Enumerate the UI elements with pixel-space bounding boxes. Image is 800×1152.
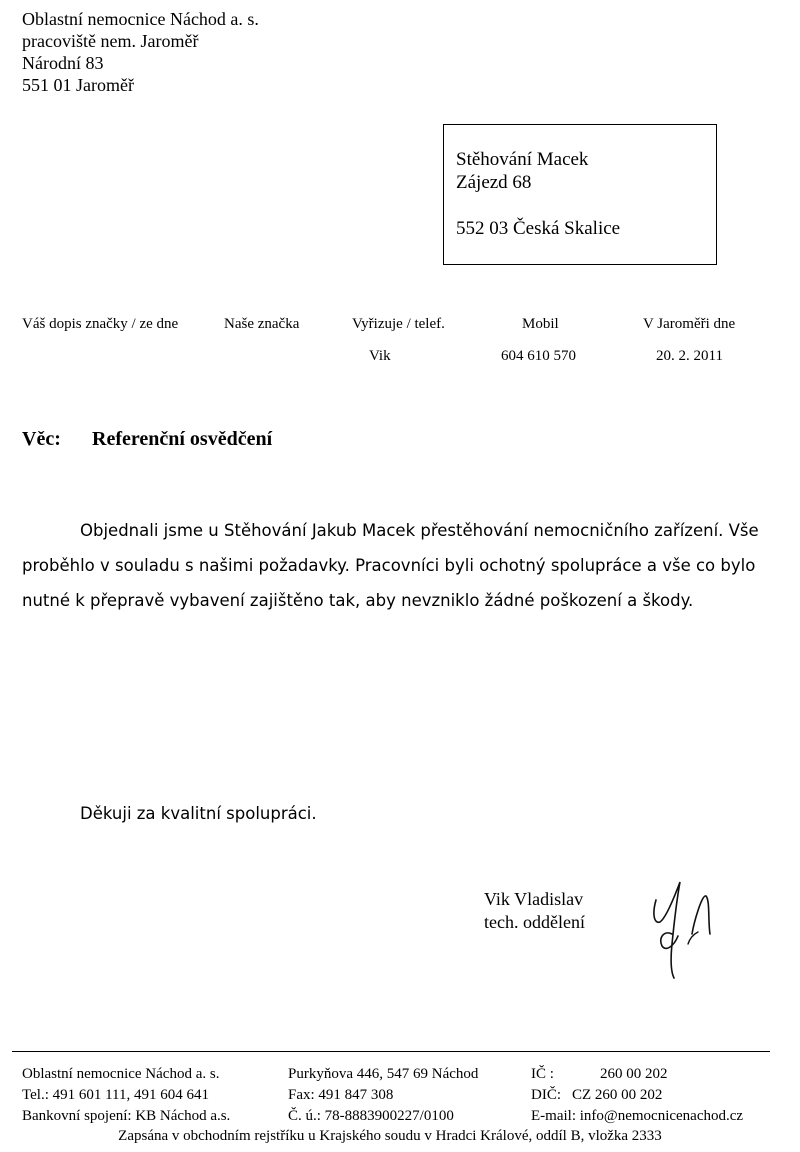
ref-value-handler: Vik xyxy=(369,348,391,364)
closing-line: Děkuji za kvalitní spolupráci. xyxy=(80,804,317,823)
subject-label: Věc: xyxy=(22,428,61,450)
recipient-name: Stěhování Macek xyxy=(456,149,589,170)
sender-department: pracoviště nem. Jaroměř xyxy=(22,31,199,51)
ref-label-date: V Jaroměři dne xyxy=(643,316,736,332)
ref-label-handler: Vyřizuje / telef. xyxy=(352,316,445,332)
footer-divider xyxy=(12,1051,770,1052)
ref-label-our-ref: Naše značka xyxy=(224,316,300,332)
footer-dic-label: DIČ: xyxy=(531,1087,561,1103)
footer-dic-value: CZ 260 00 202 xyxy=(572,1087,663,1103)
recipient-city: 552 03 Česká Skalice xyxy=(456,218,621,239)
footer-address: Purkyňova 446, 547 69 Náchod xyxy=(288,1066,479,1082)
body-paragraph: Objednali jsme u Stěhování Jakub Macek přestěhování nemocničního zařízení. Vše proběhlo v souladu s našimi požadavky. Pracovníci byli ochotný spolupráce a vše co bylo nutné k přepravě vybavení zajištěno tak, aby nevzniklo žádné poškození a škody. xyxy=(22,521,759,610)
letter-body xyxy=(22,513,762,618)
footer-ico-label: IČ : xyxy=(531,1066,554,1082)
signer-department: tech. oddělení xyxy=(484,912,585,932)
signer-block xyxy=(484,888,585,934)
signer-name: Vik Vladislav xyxy=(484,889,584,909)
ref-value-date: 20. 2. 2011 xyxy=(656,348,723,364)
recipient-address-box xyxy=(443,124,717,265)
ref-label-mobile: Mobil xyxy=(522,316,559,332)
ref-label-your-letter: Váš dopis značky / ze dne xyxy=(22,316,179,332)
handwritten-signature xyxy=(648,874,718,979)
subject-title: Referenční osvědčení xyxy=(92,428,273,450)
ref-value-mobile: 604 610 570 xyxy=(501,348,576,364)
footer-ico-value: 260 00 202 xyxy=(600,1066,668,1082)
sender-city: 551 01 Jaroměř xyxy=(22,75,134,95)
sender-address xyxy=(22,8,259,96)
recipient-street: Zájezd 68 xyxy=(456,172,532,193)
footer-company: Oblastní nemocnice Náchod a. s. xyxy=(22,1066,220,1082)
sender-street: Národní 83 xyxy=(22,53,104,73)
footer-registration: Zapsána v obchodním rejstříku u Krajského soudu v Hradci Králové, oddíl B, vložka 2333 xyxy=(118,1128,662,1144)
footer-bank: Bankovní spojení: KB Náchod a.s. xyxy=(22,1108,231,1124)
footer-phone: Tel.: 491 601 111, 491 604 641 xyxy=(22,1087,209,1103)
footer-email: E-mail: info@nemocnicenachod.cz xyxy=(531,1108,744,1124)
footer-account: Č. ú.: 78-8883900227/0100 xyxy=(288,1108,454,1124)
sender-name: Oblastní nemocnice Náchod a. s. xyxy=(22,9,259,29)
footer-fax: Fax: 491 847 308 xyxy=(288,1087,394,1103)
